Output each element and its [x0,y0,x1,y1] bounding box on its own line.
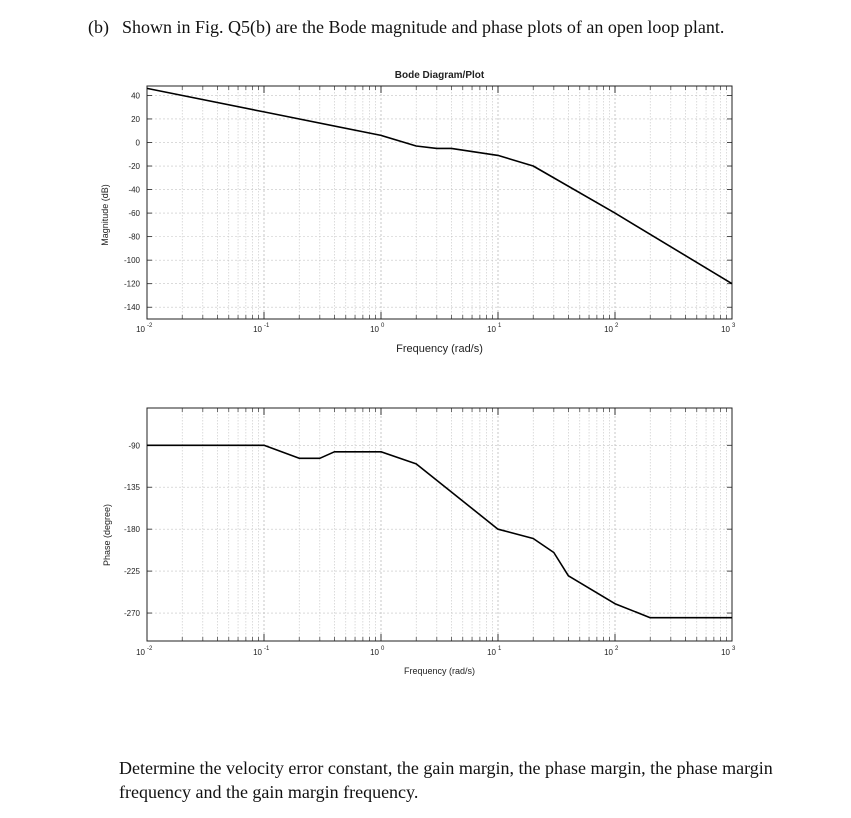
task-text: Determine the velocity error constant, the gain margin, the phase margin, the phase margin frequency and the gain margin frequency. [119,758,773,802]
x-tick-exponent: 3 [732,646,736,652]
x-tick-exponent: 1 [498,646,502,652]
question-body: Shown in Fig. Q5(b) are the Bode magnitude and phase plots of an open loop plant. [122,17,725,37]
x-tick-exponent: -2 [147,323,153,329]
x-axis-label: Frequency (rad/s) [396,343,483,355]
x-tick-label: 10 [487,648,496,657]
x-tick-label: 10 [136,648,145,657]
x-tick-label: 10 [253,648,262,657]
x-tick-exponent: 0 [381,323,385,329]
y-tick-label: -100 [123,256,140,266]
x-tick-exponent: 1 [498,323,502,329]
x-tick-exponent: 0 [381,646,385,652]
magnitude-plot [100,70,736,355]
y-tick-label: 40 [131,91,140,101]
x-tick-label: 10 [721,325,730,334]
y-tick-label: -135 [123,483,140,493]
plot-frame [147,86,732,319]
y-axis-label: Magnitude (dB) [100,184,110,246]
y-tick-label: -80 [128,232,140,242]
x-tick-label: 10 [370,325,379,334]
magnitude-series-line [147,88,732,283]
x-tick-label: 10 [604,648,613,657]
y-tick-label: -20 [128,162,140,172]
y-tick-label: -180 [123,525,140,535]
chart-title: Bode Diagram/Plot [394,70,485,81]
y-tick-label: -40 [128,185,140,195]
x-tick-exponent: 2 [615,646,619,652]
y-tick-label: -90 [128,441,140,451]
x-tick-label: 10 [370,648,379,657]
y-tick-label: -60 [128,209,140,219]
y-tick-label: -225 [123,567,140,577]
question-label: (b) [88,17,109,37]
x-tick-exponent: -2 [147,646,153,652]
x-tick-label: 10 [253,325,262,334]
y-axis-label: Phase (degree) [102,503,112,567]
x-axis-label: Frequency (rad/s) [403,666,476,676]
y-tick-label: -140 [123,303,140,313]
x-tick-exponent: 3 [732,323,736,329]
phase-plot [102,408,736,676]
x-tick-label: 10 [136,325,145,334]
y-tick-label: 20 [131,114,140,124]
x-tick-exponent: -1 [264,646,270,652]
phase-series-line [147,445,732,617]
plot-frame [147,408,732,641]
x-tick-label: 10 [721,648,730,657]
y-tick-label: -270 [123,609,140,619]
y-tick-label: 0 [135,138,140,148]
x-tick-exponent: 2 [615,323,619,329]
y-tick-label: -120 [123,279,140,289]
x-tick-exponent: -1 [264,323,270,329]
x-tick-label: 10 [604,325,613,334]
x-tick-label: 10 [487,325,496,334]
